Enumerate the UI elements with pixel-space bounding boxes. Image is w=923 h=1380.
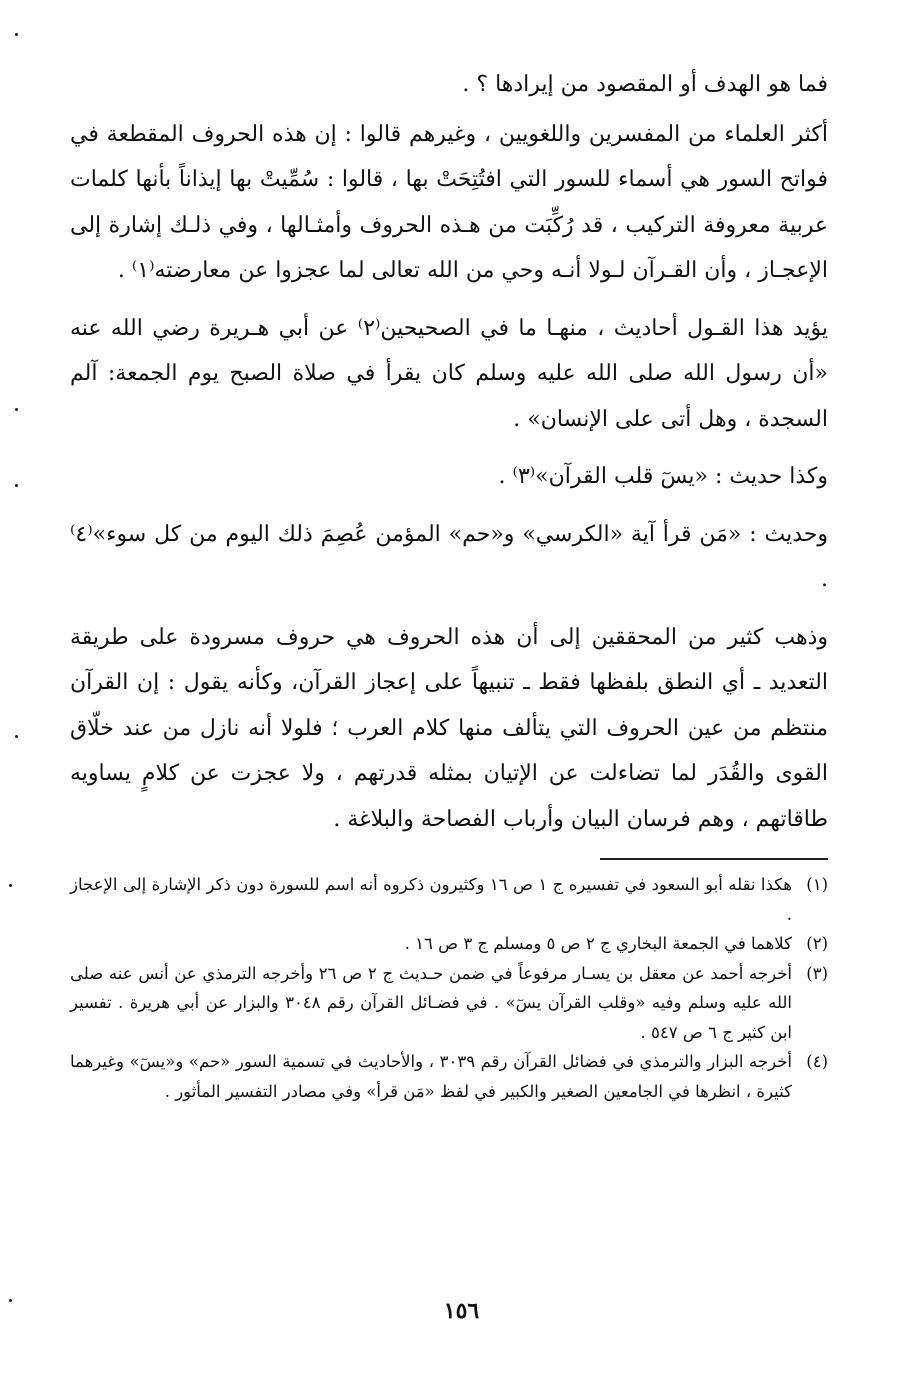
footnote xyxy=(70,929,828,959)
paragraph: فما هو الهدف أو المقصود من إيرادها ؟ . xyxy=(462,72,828,97)
page-number: ١٥٦ xyxy=(443,1298,480,1324)
paragraph: يؤيد هذا القـول أحاديث ، منهـا ما في الصحيحين⁽٢⁾ عن أبي هـريرة رضي الله عنه «أن رسول الله صلى الله عليه وسلم كان يقرأ في صلاة الصبح يوم الجمعة: آلم السجدة ، وهل أتى على الإنسان» . xyxy=(70,315,828,432)
margin-mark xyxy=(15,33,18,36)
margin-mark xyxy=(15,408,18,411)
footnote-text: هكذا نقله أبو السعود في تفسيره ج ١ ص ١٦ وكثيرون ذكروه أنه اسم للسورة دون ذكر الإشارة إلى الإعجاز . xyxy=(70,875,792,924)
paragraph: أكثر العلماء من المفسرين واللغويين ، وغيرهم قالوا : إن هذه الحروف المقطعة في فواتح السور هي أسماء للسور التي افتُتِحَتْ بها ، قالوا : سُمِّيتْ بها إيذاناً بأنها كلمات عربية معروفة التركيب ، قد رُكِّبَت من هـذه الحروف وأمثـالها ، وفي ذلـك إشارة إلى الإعجـاز ، وأن القـرآن لـولا أنـه وحي من الله تعالى لما عجزوا عن معارضته⁽١⁾ . xyxy=(70,121,828,283)
paragraph: وذهب كثير من المحققين إلى أن هذه الحروف هي حروف مسرودة على طريقة التعديد ـ أي النطق بلفظها فقط ـ تنبيهاً على إعجاز القرآن، وكأنه يقول : إن القرآن منتظم من عين الحروف التي يتألف منها كلام العرب ؛ فلولا أنه نازل من عند خلّاق القوى والقُدَر لما تضاءلت عن الإتيان بمثله قدرتهم ، ولا عجزت عن كلامٍ يساويه طاقاتهم ، وهم فرسان البيان وأرباب الفصاحة والبلاغة . xyxy=(70,624,828,832)
body-text xyxy=(70,62,828,842)
margin-mark xyxy=(15,735,18,738)
footnote-text: أخرجه البزار والترمذي في فضائل القرآن رقم ٣٠٣٩ ، والأحاديث في تسمية السور «حم» و«يسٓ» وغيرهما كثيرة ، انظرها في الجامعين الصغير والكبير في لفظ «مَن قرأ» وفي مصادر التفسير المأثور . xyxy=(70,1052,792,1101)
footnote-text: أخرجه أحمد عن معقل بن يسـار مرفوعاً في ضمن حـديث ج ٢ ص ٢٦ وأخرجه الترمذي عن أنس عنه صلى الله عليه وسلم وفيه «وقلب القرآن يسٓ» . في فضـائل القرآن رقم ٣٠٤٨ والبزار عن أبي هريرة . تفسير ابن كثير ج ٦ ص ٥٤٧ . xyxy=(70,963,792,1042)
footnote xyxy=(70,1047,828,1106)
footnote xyxy=(70,870,828,929)
document-page xyxy=(70,62,828,1106)
footnote-number: (٤) xyxy=(806,1052,828,1071)
footnote-number: (٢) xyxy=(806,934,828,953)
footnote-text: كلاهما في الجمعة البخاري ج ٢ ص ٥ ومسلم ج ٣ ص ١٦ . xyxy=(404,934,792,953)
margin-mark xyxy=(15,484,18,487)
margin-mark xyxy=(9,884,12,887)
footnote-number: (١) xyxy=(806,875,828,894)
footnote-divider xyxy=(600,858,828,860)
footnote xyxy=(70,959,828,1048)
paragraph: وكذا حديث : «يسٓ قلب القرآن»⁽٣⁾ . xyxy=(498,464,828,489)
footnote-number: (٣) xyxy=(806,963,828,983)
footnotes xyxy=(70,870,828,1106)
paragraph: وحديث : «مَن قرأ آية «الكرسي» و«حم» المؤمن عُصِمَ ذلك اليوم من كل سوء»⁽٤⁾ . xyxy=(70,521,828,592)
